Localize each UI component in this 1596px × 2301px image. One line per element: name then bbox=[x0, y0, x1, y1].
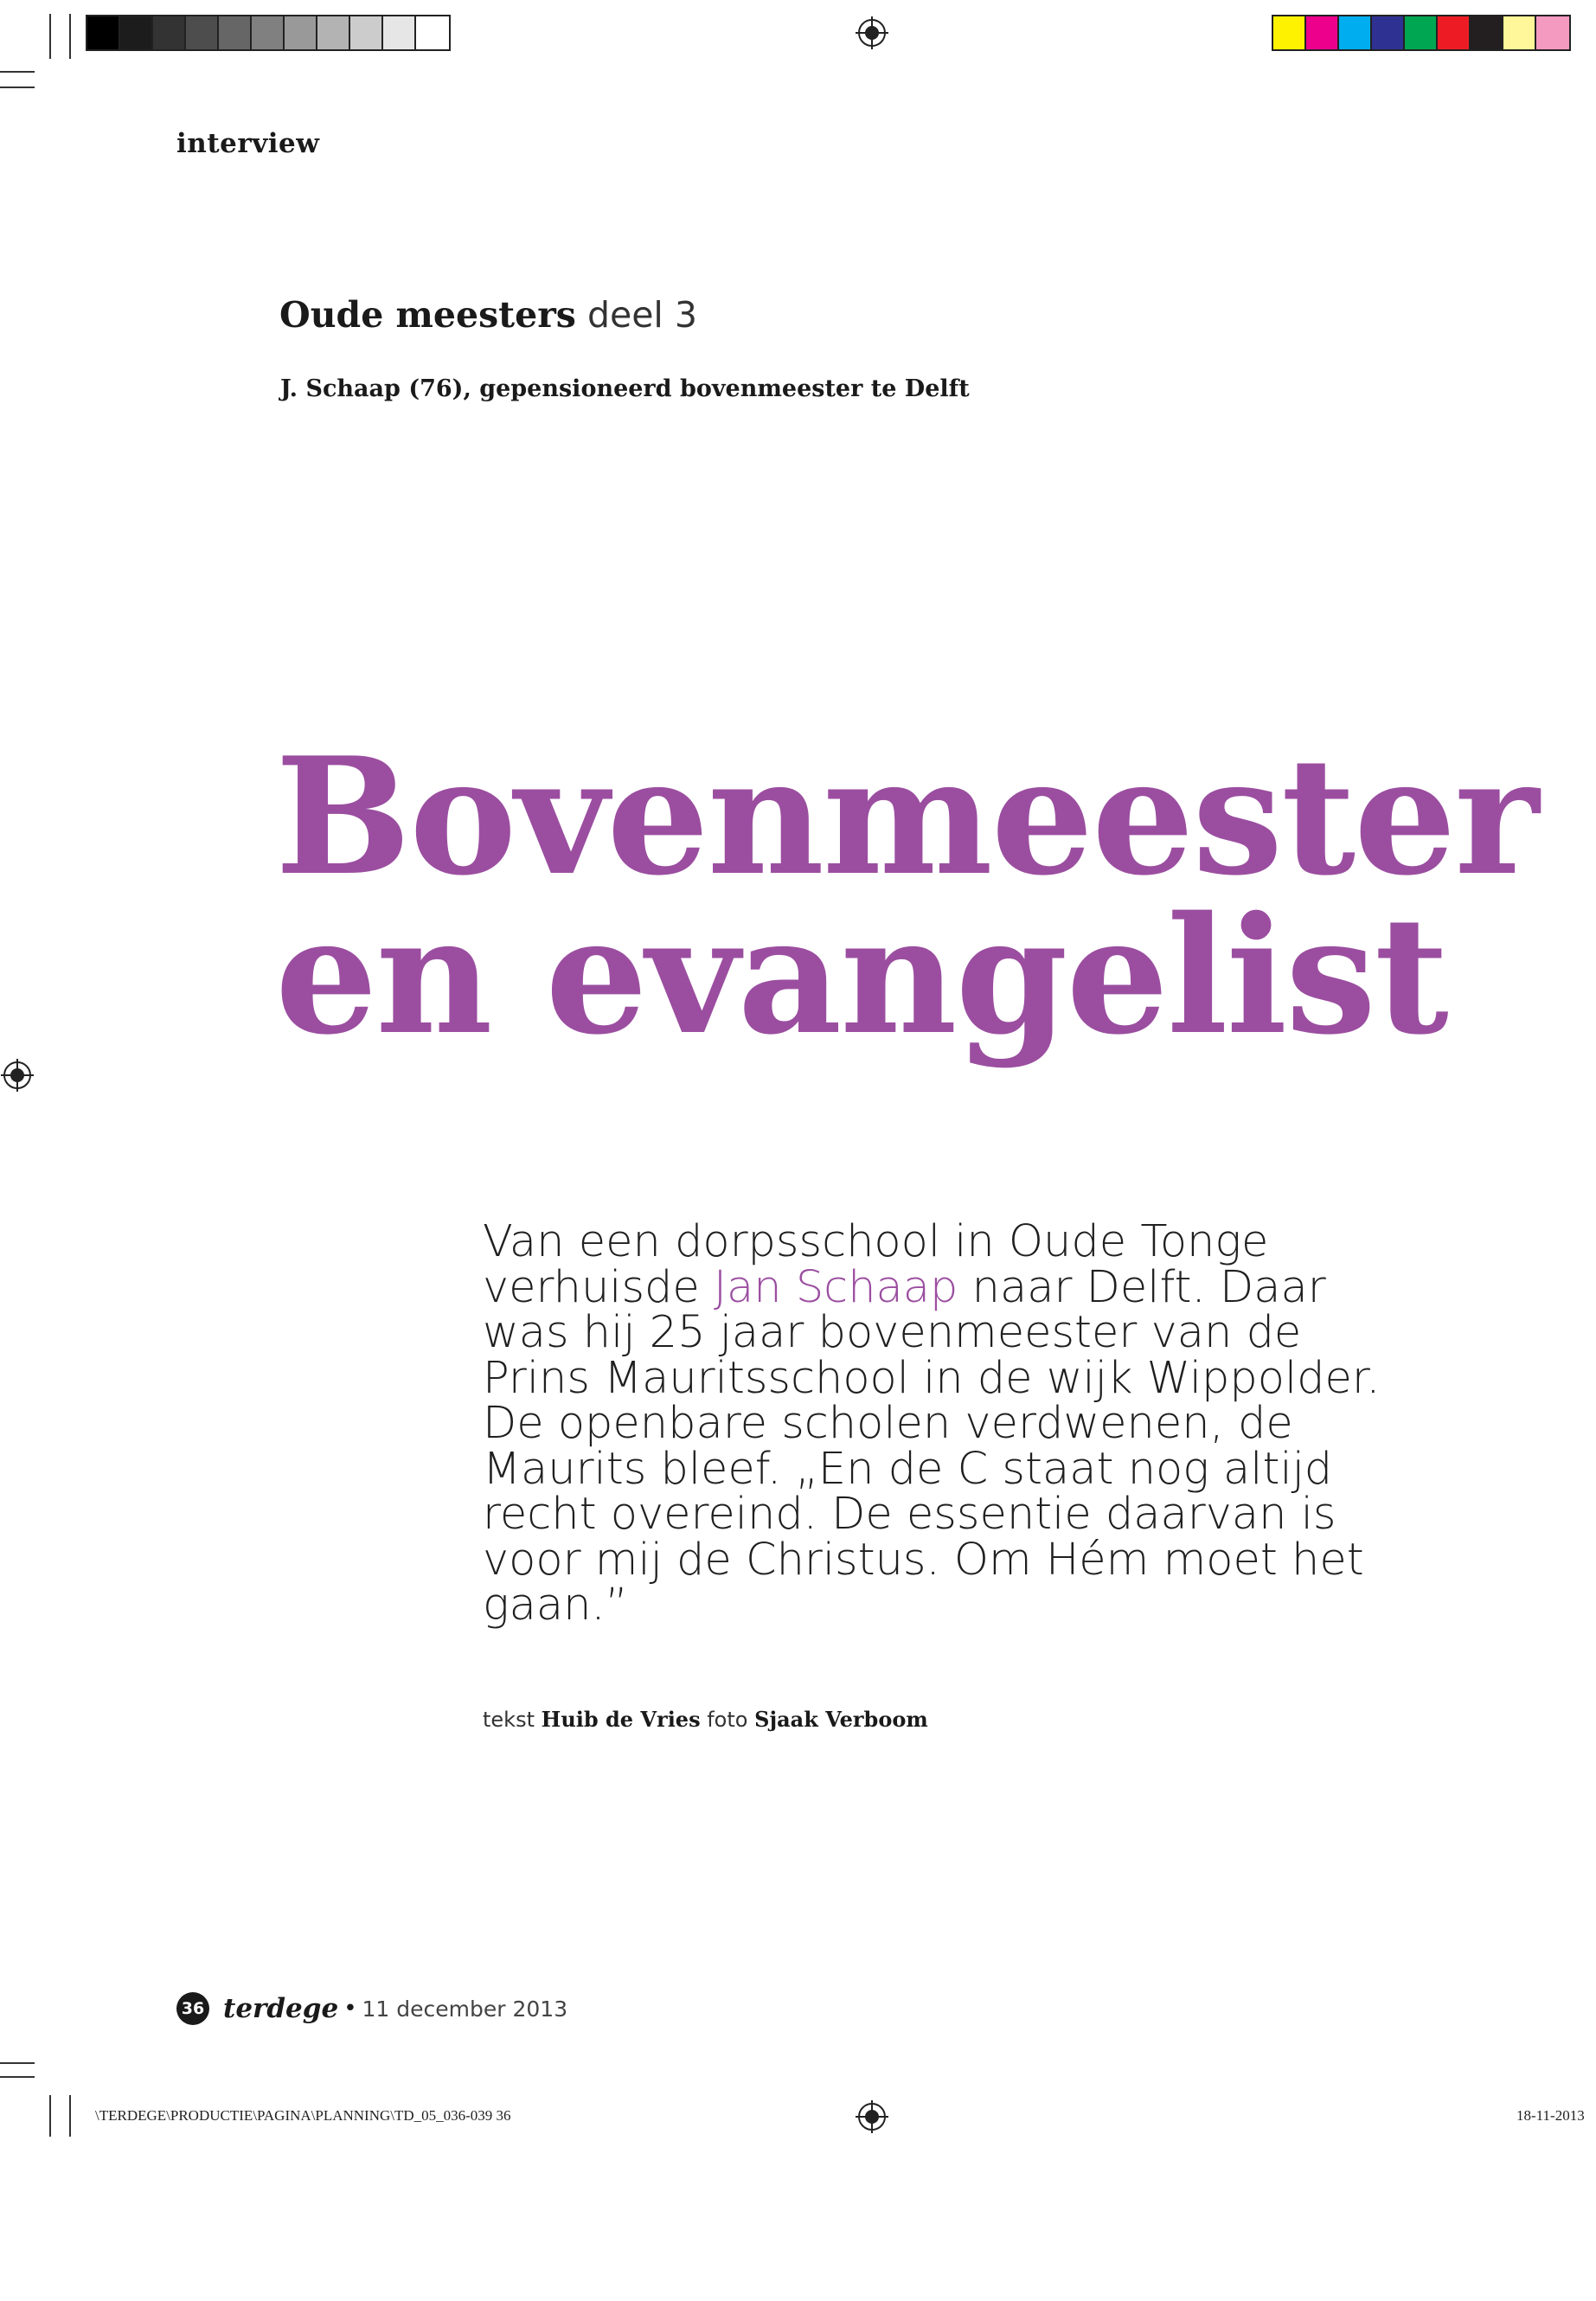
crop-mark bbox=[69, 14, 71, 59]
gray-swatch-6 bbox=[252, 16, 285, 49]
section-label: interview bbox=[176, 128, 320, 159]
crop-mark bbox=[0, 2062, 35, 2064]
crop-mark bbox=[0, 87, 35, 88]
headline-line-2: en evangelist bbox=[275, 881, 1447, 1070]
magazine-brand-logo: terdege bbox=[223, 1993, 339, 2024]
photo-credit-label: foto bbox=[707, 1708, 748, 1732]
footer-separator: • bbox=[343, 1996, 357, 2022]
color-swatch-5 bbox=[1405, 16, 1438, 49]
gray-swatch-11 bbox=[416, 16, 449, 49]
color-swatch-9 bbox=[1536, 16, 1569, 49]
series-title bbox=[279, 294, 697, 336]
color-swatch-7 bbox=[1471, 16, 1503, 49]
registration-mark-icon bbox=[856, 16, 888, 49]
grayscale-calibration-bar bbox=[86, 15, 451, 51]
byline-credits bbox=[483, 1707, 928, 1732]
series-part: deel 3 bbox=[586, 294, 697, 336]
intro-highlighted-name: Jan Schaap bbox=[713, 1261, 958, 1313]
color-swatch-6 bbox=[1438, 16, 1471, 49]
gray-swatch-2 bbox=[120, 16, 153, 49]
color-calibration-bar bbox=[1272, 15, 1571, 51]
crop-mark bbox=[0, 71, 35, 73]
intro-text-end: naar Delft. Daar was hij 25 jaar bovenmeester van de Prins Mauritsschool in de wijk Wippolder. De openbare scholen verdwenen, de Maurits bleef. „En de C staat nog altijd recht overeind. De essentie daarvan is voor mij de Christus. Om Hém moet het gaan.” bbox=[483, 1261, 1381, 1631]
gray-swatch-4 bbox=[186, 16, 219, 49]
gray-swatch-1 bbox=[87, 16, 120, 49]
gray-swatch-10 bbox=[383, 16, 416, 49]
gray-swatch-3 bbox=[153, 16, 186, 49]
color-swatch-4 bbox=[1372, 16, 1405, 49]
crop-mark bbox=[49, 14, 51, 59]
color-swatch-1 bbox=[1273, 16, 1306, 49]
intro-paragraph bbox=[483, 1216, 1400, 1631]
registration-mark-icon bbox=[1, 1059, 34, 1092]
color-swatch-2 bbox=[1306, 16, 1339, 49]
subject-line: J. Schaap (76), gepensioneerd bovenmeester te Delft bbox=[280, 375, 970, 402]
gray-swatch-8 bbox=[317, 16, 350, 49]
crop-mark bbox=[0, 2076, 35, 2078]
color-swatch-8 bbox=[1503, 16, 1536, 49]
series-name: Oude meesters bbox=[279, 294, 576, 336]
headline-line-1: Bovenmeester bbox=[275, 721, 1538, 911]
crop-mark bbox=[69, 2095, 71, 2137]
text-credit-label: tekst bbox=[483, 1708, 535, 1732]
page-number-badge: 36 bbox=[176, 1992, 209, 2025]
intro-text-start: Van een dorpsschool in Oude Tonge verhuisde bbox=[483, 1216, 1269, 1313]
color-swatch-3 bbox=[1339, 16, 1372, 49]
print-slug-path: \TERDEGE\PRODUCTIE\PAGINA\PLANNING\TD_05_036-039 36 bbox=[95, 2107, 511, 2124]
gray-swatch-9 bbox=[350, 16, 383, 49]
registration-mark-icon bbox=[856, 2100, 888, 2133]
print-slug-date: 18-11-2013 bbox=[1516, 2107, 1585, 2124]
text-credit-author: Huib de Vries bbox=[541, 1707, 701, 1732]
gray-swatch-7 bbox=[285, 16, 317, 49]
photo-credit-author: Sjaak Verboom bbox=[754, 1707, 928, 1732]
issue-date: 11 december 2013 bbox=[362, 1996, 568, 2022]
gray-swatch-5 bbox=[219, 16, 252, 49]
page-footer bbox=[176, 1992, 567, 2025]
headline bbox=[275, 721, 1538, 1070]
crop-mark bbox=[49, 2095, 51, 2137]
